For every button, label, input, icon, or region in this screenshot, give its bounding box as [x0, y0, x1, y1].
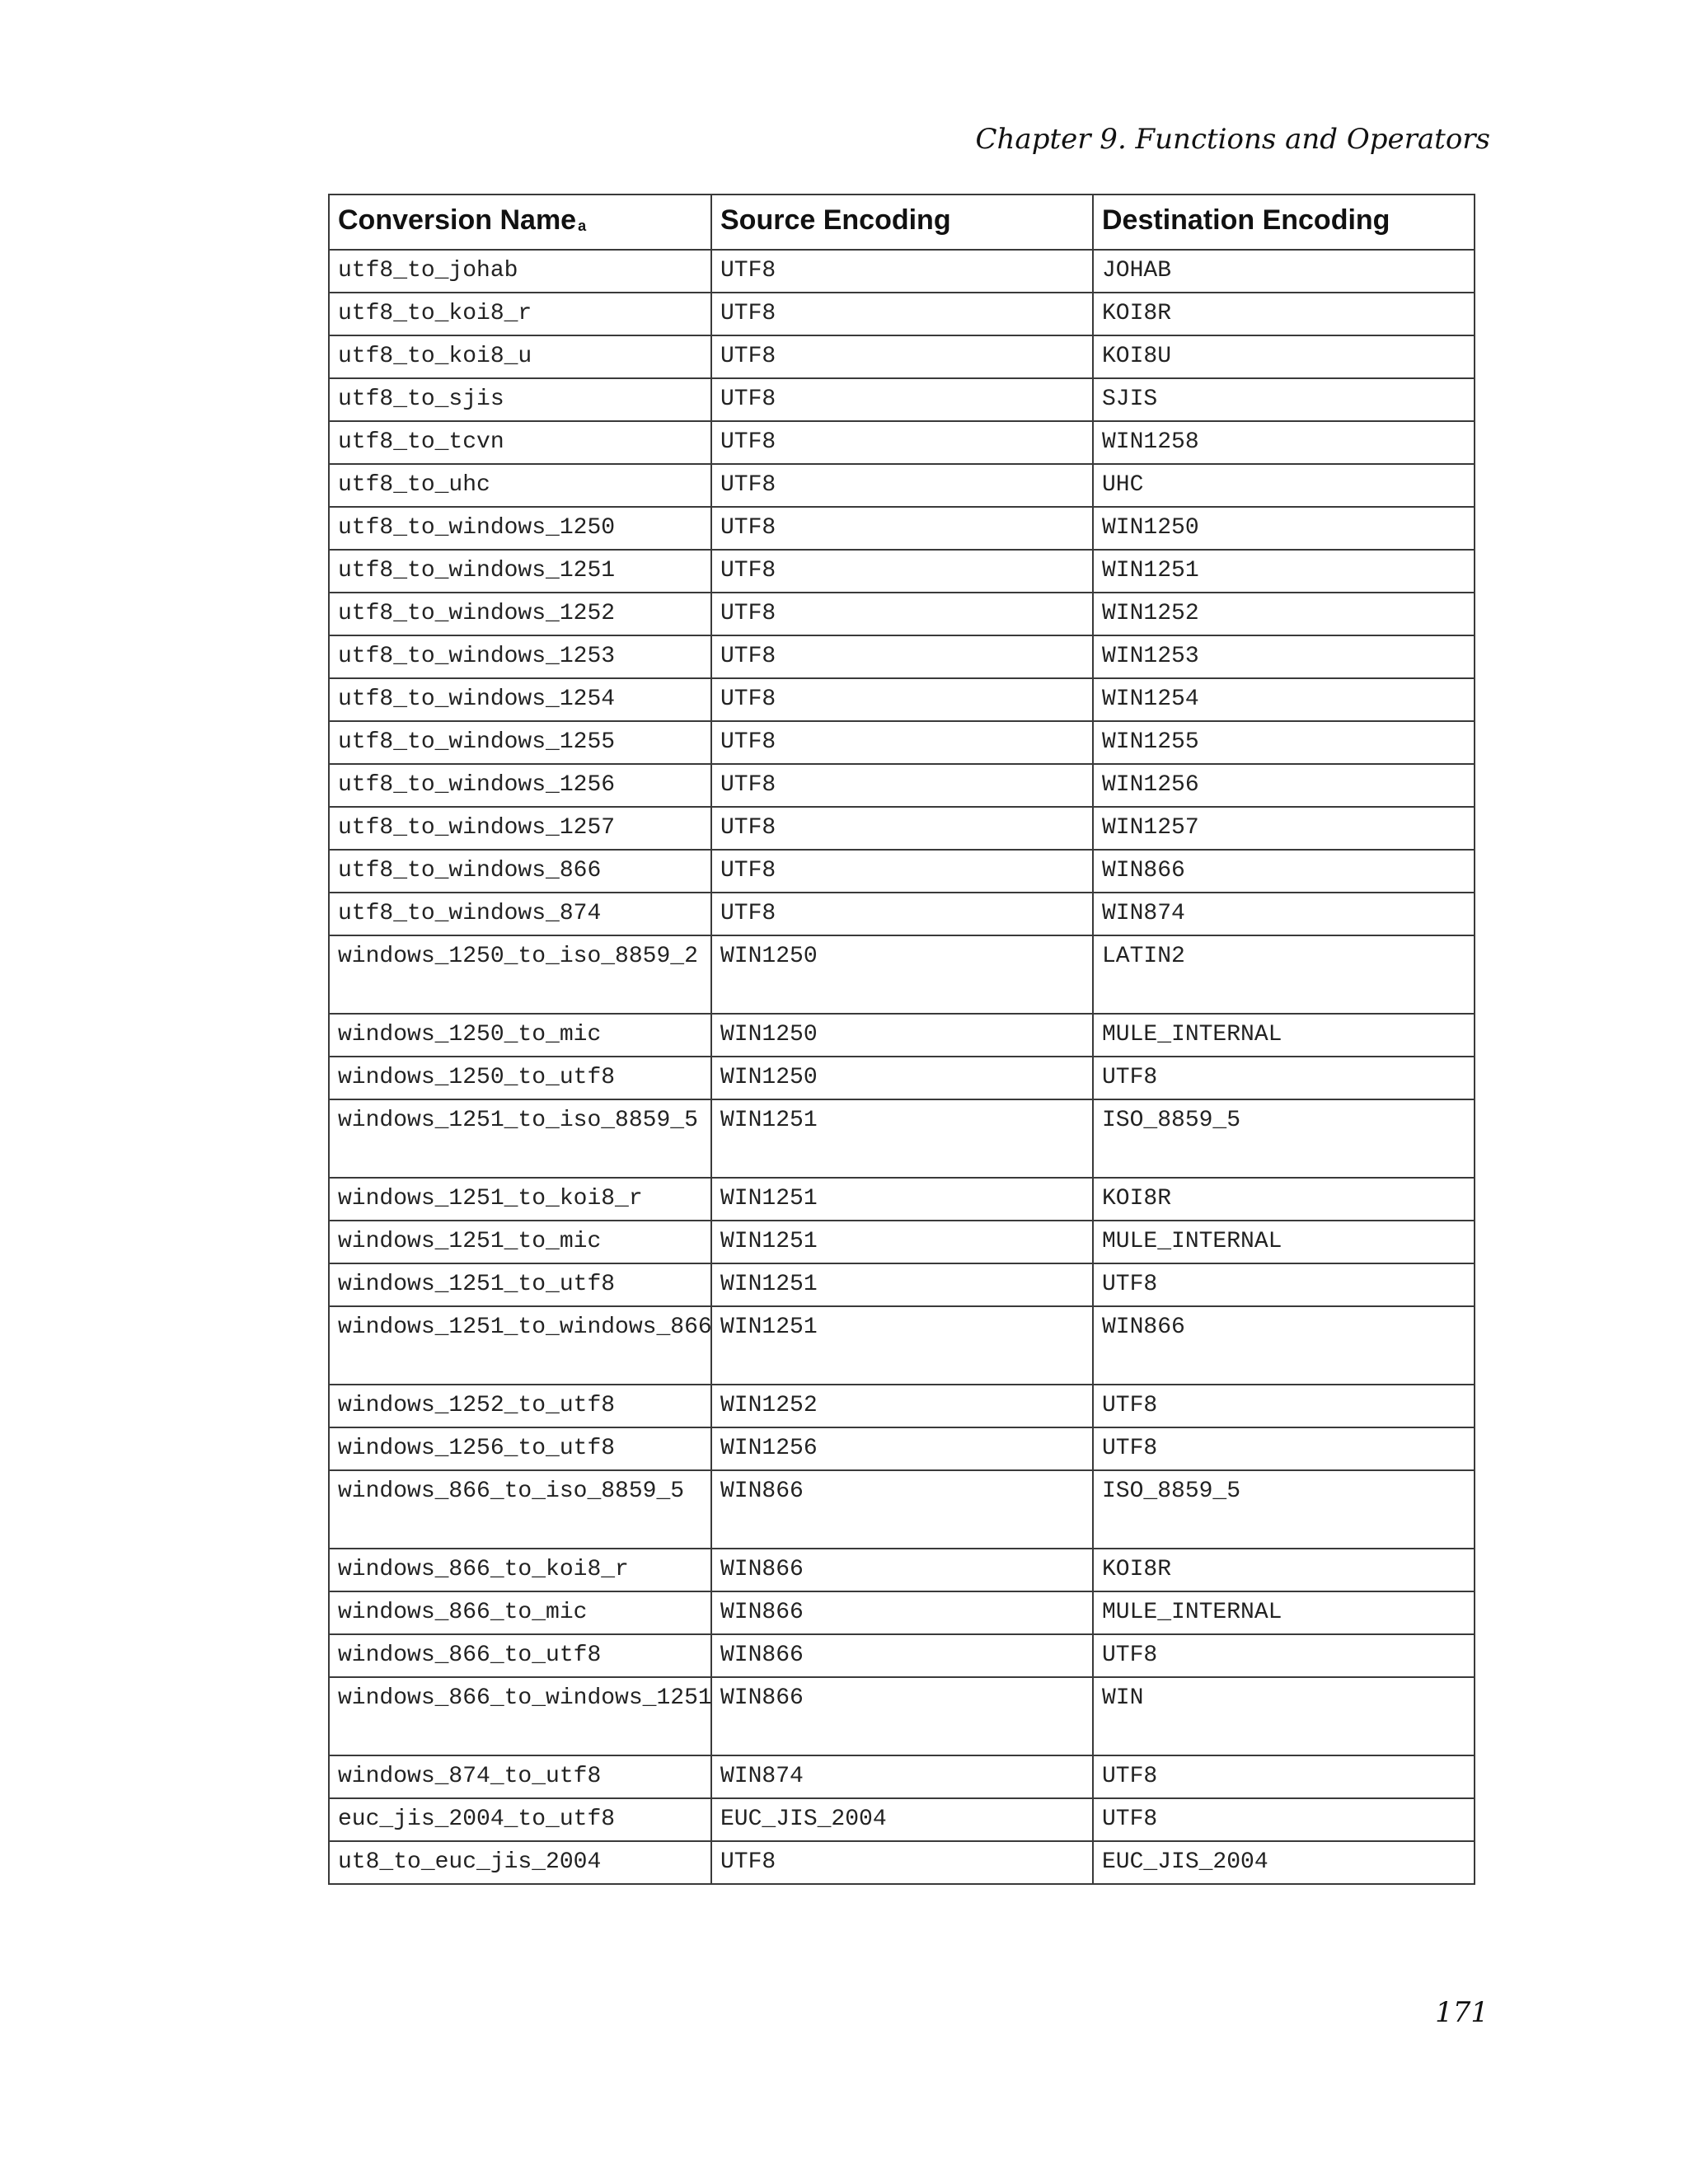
table-row: [329, 1755, 1475, 1798]
source-encoding-cell: UTF8: [711, 421, 1093, 464]
source-encoding-cell: UTF8: [711, 293, 1093, 335]
conversion-name-cell: windows_1252_to_utf8: [329, 1385, 711, 1427]
destination-encoding-cell: WIN1255: [1093, 721, 1475, 764]
destination-encoding-cell: MULE_INTERNAL: [1093, 1221, 1475, 1263]
source-encoding-cell: WIN1250: [711, 1014, 1093, 1057]
table-row: [329, 550, 1475, 593]
conversion-name-cell: utf8_to_windows_1255: [329, 721, 711, 764]
conversion-name-cell: utf8_to_windows_1251: [329, 550, 711, 593]
source-encoding-cell: WIN866: [711, 1549, 1093, 1591]
conversion-name-cell: windows_1251_to_utf8: [329, 1263, 711, 1306]
conversion-name-cell: utf8_to_koi8_u: [329, 335, 711, 378]
destination-encoding-cell: ISO_8859_5: [1093, 1470, 1475, 1549]
conversion-name-cell: utf8_to_windows_1256: [329, 764, 711, 807]
destination-encoding-cell: ISO_8859_5: [1093, 1099, 1475, 1178]
destination-encoding-cell: SJIS: [1093, 378, 1475, 421]
conversion-name-cell: windows_1250_to_mic: [329, 1014, 711, 1057]
source-encoding-cell: UTF8: [711, 635, 1093, 678]
source-encoding-cell: UTF8: [711, 807, 1093, 850]
table-row: [329, 807, 1475, 850]
conversion-name-cell: windows_866_to_mic: [329, 1591, 711, 1634]
table-row: [329, 1178, 1475, 1221]
table-row: [329, 678, 1475, 721]
source-encoding-cell: UTF8: [711, 507, 1093, 550]
table-row: [329, 1057, 1475, 1099]
table-row: [329, 1549, 1475, 1591]
conversion-name-cell: utf8_to_windows_1257: [329, 807, 711, 850]
chapter-header: Chapter 9. Functions and Operators: [975, 123, 1490, 156]
conversion-name-cell: utf8_to_tcvn: [329, 421, 711, 464]
table-row: [329, 293, 1475, 335]
table-row: [329, 1427, 1475, 1470]
conversion-name-cell: euc_jis_2004_to_utf8: [329, 1798, 711, 1841]
destination-encoding-cell: UTF8: [1093, 1634, 1475, 1677]
source-encoding-cell: WIN1252: [711, 1385, 1093, 1427]
destination-encoding-cell: WIN1258: [1093, 421, 1475, 464]
conversion-name-cell: utf8_to_uhc: [329, 464, 711, 507]
source-encoding-cell: WIN1251: [711, 1099, 1093, 1178]
destination-encoding-cell: WIN866: [1093, 1306, 1475, 1385]
conversion-name-cell: utf8_to_sjis: [329, 378, 711, 421]
destination-encoding-cell: UTF8: [1093, 1057, 1475, 1099]
destination-encoding-cell: KOI8R: [1093, 1549, 1475, 1591]
source-encoding-cell: UTF8: [711, 593, 1093, 635]
source-encoding-cell: WIN1250: [711, 935, 1093, 1014]
table-row: [329, 935, 1475, 1014]
table-header-row: [329, 194, 1475, 250]
source-encoding-cell: UTF8: [711, 550, 1093, 593]
header-source-encoding: Source Encoding: [711, 194, 1093, 250]
conversion-name-cell: windows_1251_to_windows_866: [329, 1306, 711, 1385]
destination-encoding-cell: WIN1257: [1093, 807, 1475, 850]
table-body: [329, 250, 1475, 1884]
table-row: [329, 1263, 1475, 1306]
conversion-name-cell: utf8_to_johab: [329, 250, 711, 293]
conversion-name-cell: windows_1251_to_mic: [329, 1221, 711, 1263]
destination-encoding-cell: UTF8: [1093, 1263, 1475, 1306]
table-row: [329, 464, 1475, 507]
source-encoding-cell: UTF8: [711, 250, 1093, 293]
source-encoding-cell: WIN1256: [711, 1427, 1093, 1470]
destination-encoding-cell: UHC: [1093, 464, 1475, 507]
source-encoding-cell: UTF8: [711, 721, 1093, 764]
conversion-name-cell: utf8_to_windows_1252: [329, 593, 711, 635]
source-encoding-cell: WIN1251: [711, 1178, 1093, 1221]
table-row: [329, 1634, 1475, 1677]
source-encoding-cell: UTF8: [711, 1841, 1093, 1884]
destination-encoding-cell: KOI8R: [1093, 293, 1475, 335]
source-encoding-cell: UTF8: [711, 464, 1093, 507]
conversion-name-cell: windows_1256_to_utf8: [329, 1427, 711, 1470]
table-row: [329, 635, 1475, 678]
conversion-name-cell: utf8_to_windows_874: [329, 893, 711, 935]
table-row: [329, 764, 1475, 807]
conversion-name-cell: ut8_to_euc_jis_2004: [329, 1841, 711, 1884]
destination-encoding-cell: WIN866: [1093, 850, 1475, 893]
table-row: [329, 421, 1475, 464]
source-encoding-cell: WIN866: [711, 1591, 1093, 1634]
source-encoding-cell: WIN1250: [711, 1057, 1093, 1099]
source-encoding-cell: UTF8: [711, 378, 1093, 421]
source-encoding-cell: UTF8: [711, 678, 1093, 721]
source-encoding-cell: WIN1251: [711, 1263, 1093, 1306]
table-row: [329, 850, 1475, 893]
table-row: [329, 1677, 1475, 1755]
table-row: [329, 1591, 1475, 1634]
conversion-name-cell: windows_866_to_koi8_r: [329, 1549, 711, 1591]
footnote-marker[interactable]: a: [578, 218, 587, 234]
table-row: [329, 893, 1475, 935]
source-encoding-cell: UTF8: [711, 893, 1093, 935]
destination-encoding-cell: WIN1251: [1093, 550, 1475, 593]
source-encoding-cell: UTF8: [711, 850, 1093, 893]
table-row: [329, 1385, 1475, 1427]
header-conversion-name: [329, 194, 711, 250]
header-destination-encoding: Destination Encoding: [1093, 194, 1475, 250]
source-encoding-cell: UTF8: [711, 335, 1093, 378]
table-row: [329, 1841, 1475, 1884]
destination-encoding-cell: WIN: [1093, 1677, 1475, 1755]
source-encoding-cell: WIN874: [711, 1755, 1093, 1798]
table-row: [329, 1014, 1475, 1057]
source-encoding-cell: EUC_JIS_2004: [711, 1798, 1093, 1841]
table-row: [329, 1221, 1475, 1263]
destination-encoding-cell: JOHAB: [1093, 250, 1475, 293]
conversion-table: [328, 194, 1475, 1885]
conversion-name-cell: utf8_to_koi8_r: [329, 293, 711, 335]
table-row: [329, 250, 1475, 293]
source-encoding-cell: UTF8: [711, 764, 1093, 807]
source-encoding-cell: WIN1251: [711, 1221, 1093, 1263]
conversion-name-cell: utf8_to_windows_1254: [329, 678, 711, 721]
table-row: [329, 593, 1475, 635]
destination-encoding-cell: WIN874: [1093, 893, 1475, 935]
table-row: [329, 1798, 1475, 1841]
destination-encoding-cell: WIN1254: [1093, 678, 1475, 721]
conversion-name-cell: utf8_to_windows_1253: [329, 635, 711, 678]
destination-encoding-cell: UTF8: [1093, 1427, 1475, 1470]
destination-encoding-cell: WIN1253: [1093, 635, 1475, 678]
source-encoding-cell: WIN866: [711, 1677, 1093, 1755]
destination-encoding-cell: MULE_INTERNAL: [1093, 1591, 1475, 1634]
destination-encoding-cell: KOI8R: [1093, 1178, 1475, 1221]
source-encoding-cell: WIN1251: [711, 1306, 1093, 1385]
destination-encoding-cell: UTF8: [1093, 1385, 1475, 1427]
conversion-name-cell: windows_866_to_utf8: [329, 1634, 711, 1677]
destination-encoding-cell: WIN1250: [1093, 507, 1475, 550]
conversion-name-cell: utf8_to_windows_1250: [329, 507, 711, 550]
conversion-name-cell: utf8_to_windows_866: [329, 850, 711, 893]
conversion-name-cell: windows_874_to_utf8: [329, 1755, 711, 1798]
destination-encoding-cell: MULE_INTERNAL: [1093, 1014, 1475, 1057]
conversion-name-cell: windows_1250_to_utf8: [329, 1057, 711, 1099]
destination-encoding-cell: KOI8U: [1093, 335, 1475, 378]
table-row: [329, 1306, 1475, 1385]
table-row: [329, 507, 1475, 550]
conversion-name-cell: windows_1251_to_koi8_r: [329, 1178, 711, 1221]
header-conversion-name-label: Conversion Name: [338, 204, 577, 236]
table-row: [329, 335, 1475, 378]
source-encoding-cell: WIN866: [711, 1634, 1093, 1677]
destination-encoding-cell: EUC_JIS_2004: [1093, 1841, 1475, 1884]
table-row: [329, 721, 1475, 764]
table-row: [329, 1470, 1475, 1549]
conversion-name-cell: windows_1250_to_iso_8859_2: [329, 935, 711, 1014]
source-encoding-cell: WIN866: [711, 1470, 1093, 1549]
destination-encoding-cell: UTF8: [1093, 1755, 1475, 1798]
destination-encoding-cell: WIN1256: [1093, 764, 1475, 807]
conversion-name-cell: windows_866_to_iso_8859_5: [329, 1470, 711, 1549]
destination-encoding-cell: WIN1252: [1093, 593, 1475, 635]
destination-encoding-cell: UTF8: [1093, 1798, 1475, 1841]
table-row: [329, 1099, 1475, 1178]
page-number: 171: [1435, 1996, 1489, 2029]
conversion-name-cell: windows_866_to_windows_1251: [329, 1677, 711, 1755]
table-row: [329, 378, 1475, 421]
destination-encoding-cell: LATIN2: [1093, 935, 1475, 1014]
conversion-name-cell: windows_1251_to_iso_8859_5: [329, 1099, 711, 1178]
